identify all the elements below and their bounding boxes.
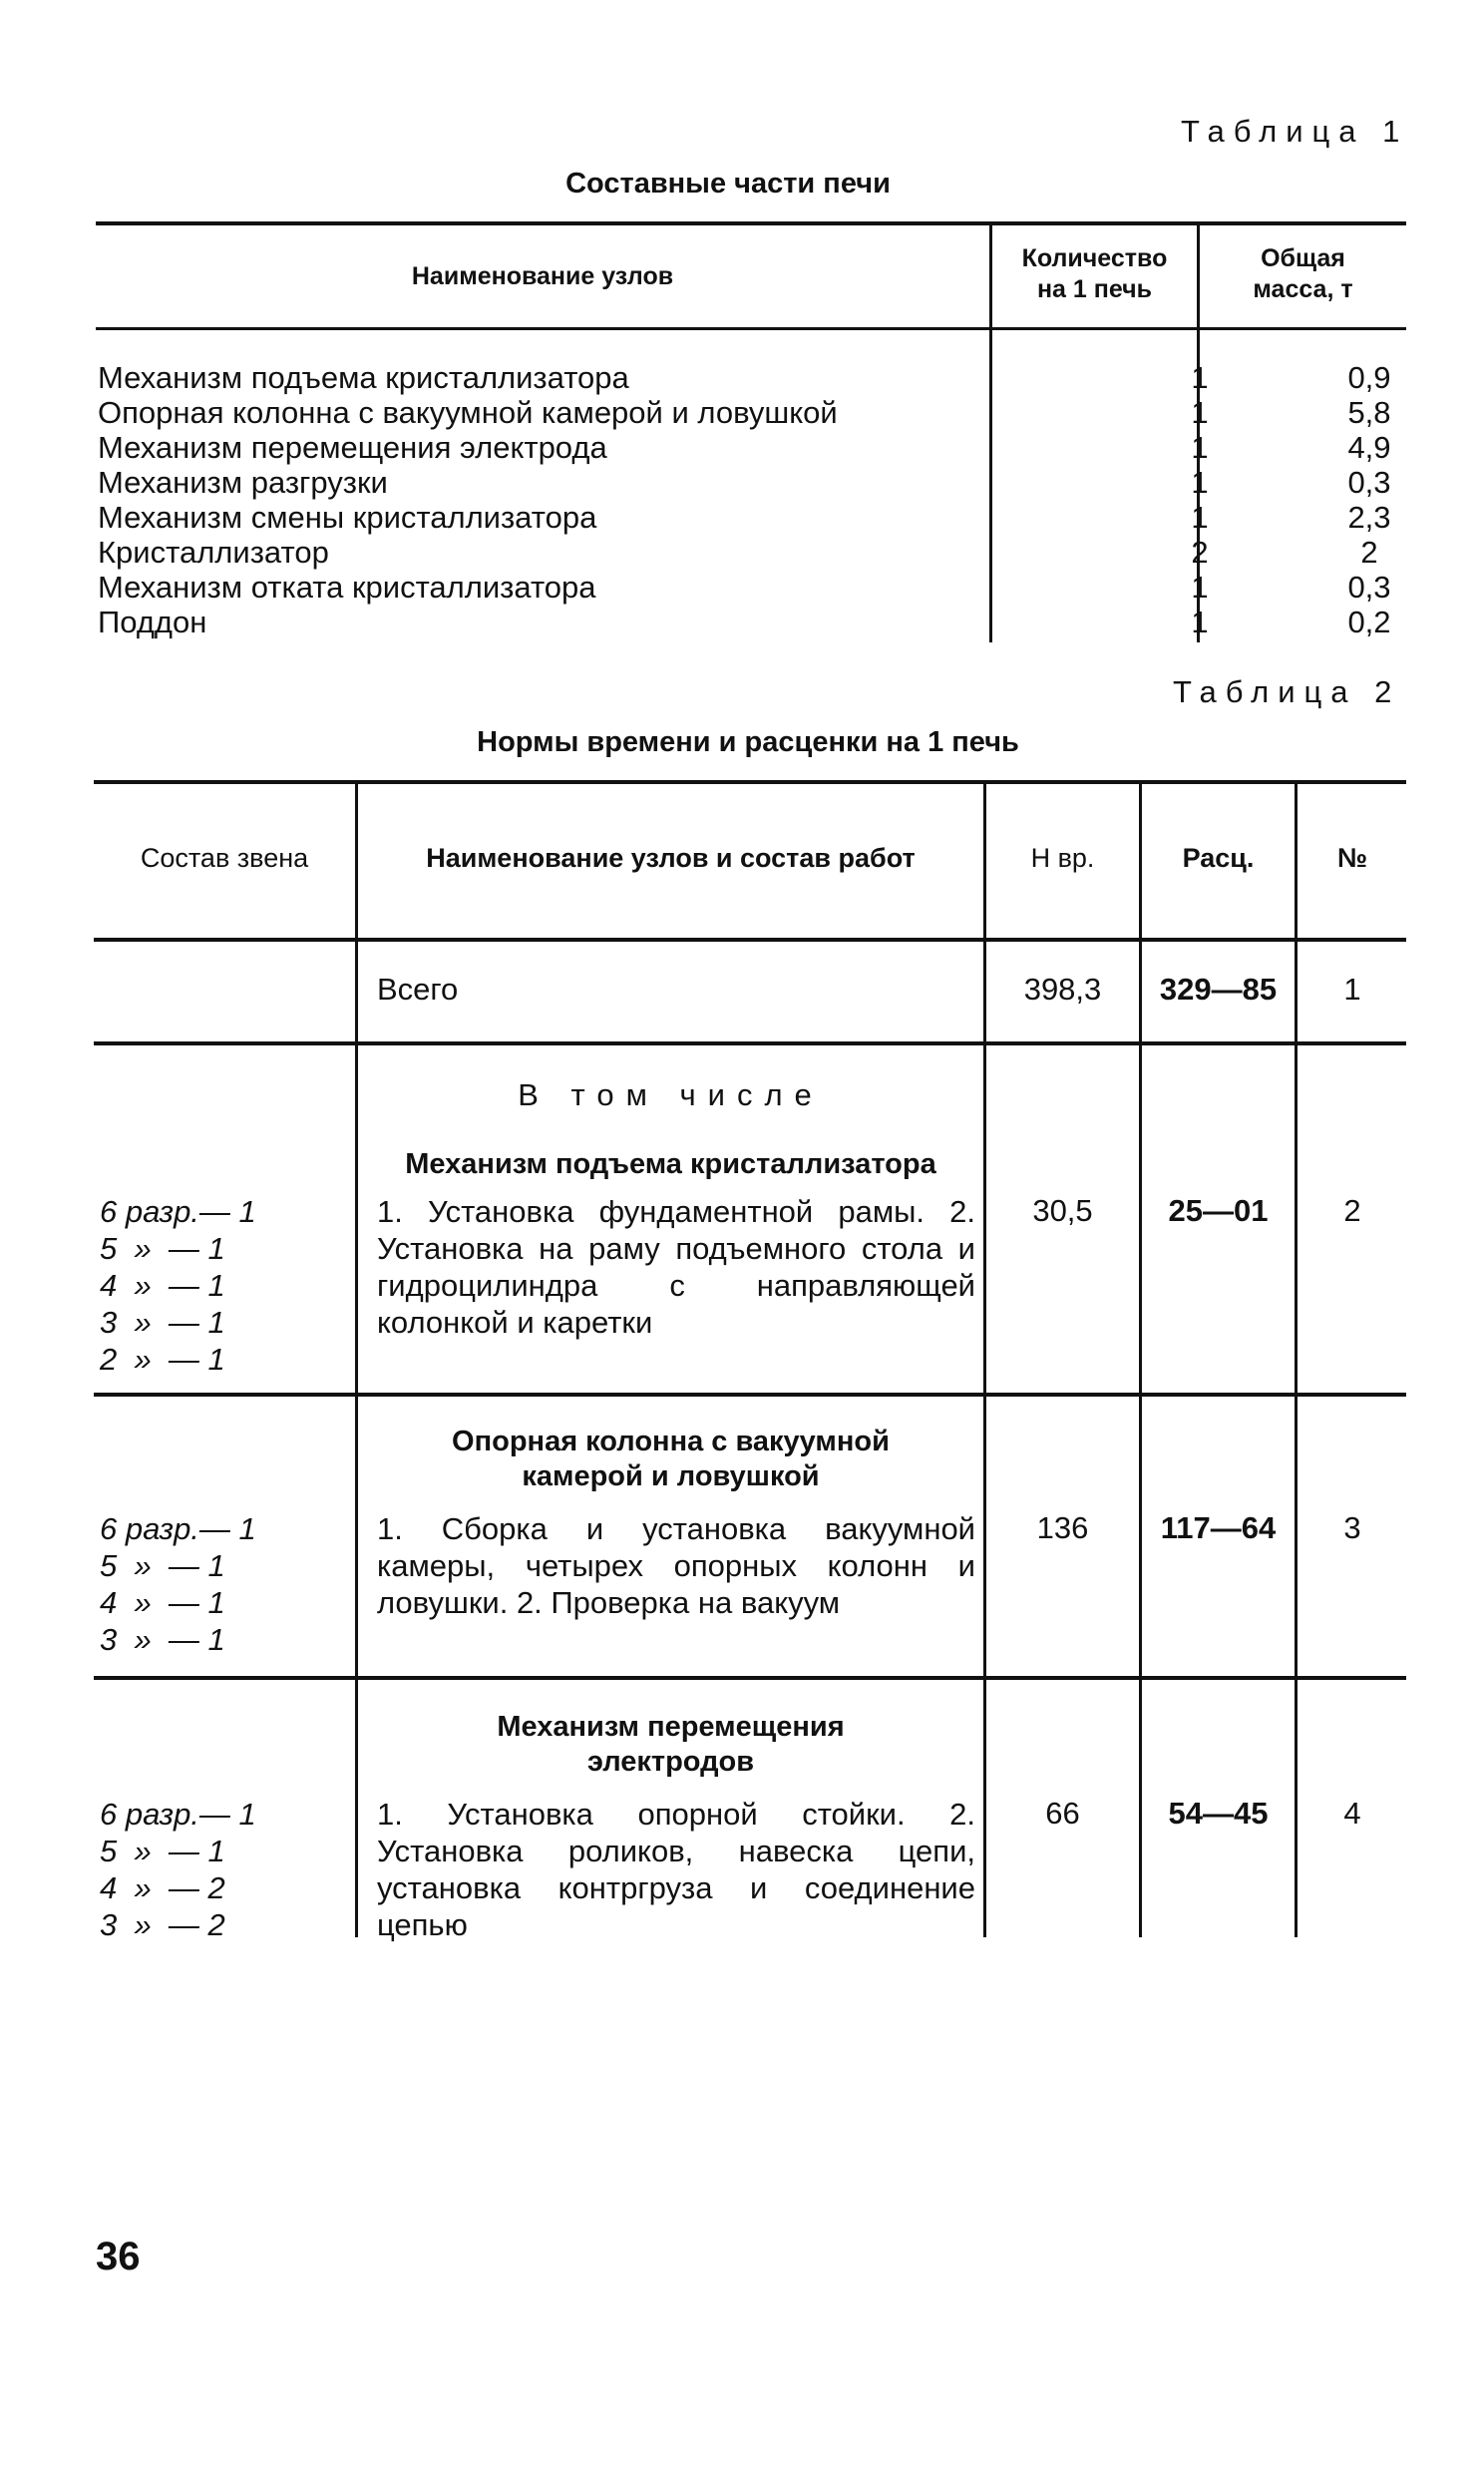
section-heading: Механизм подъема кристаллизатора xyxy=(405,1148,936,1180)
crew-line: 5 » — 1 xyxy=(100,1548,225,1583)
crew-line: 4 » — 1 xyxy=(100,1268,225,1303)
table2-total-time: 398,3 xyxy=(1023,972,1102,1007)
table2-total-no: 1 xyxy=(1343,972,1361,1007)
table1-row xyxy=(98,395,1404,430)
crew-line: 3 » — 1 xyxy=(100,1305,225,1340)
crew-line: 3 » — 2 xyxy=(100,1907,225,1942)
crew-line: 5 » — 1 xyxy=(100,1231,225,1266)
table1-row-qty: 1 xyxy=(1191,605,1209,639)
rate-value: 54—45 xyxy=(1168,1796,1269,1831)
table1-row xyxy=(98,535,1404,570)
crew-composition xyxy=(100,1796,329,1943)
table1-row-mass: 0,3 xyxy=(1347,570,1391,605)
table2-total-label: Всего xyxy=(377,972,459,1007)
crew-line: 4 » — 1 xyxy=(100,1585,225,1620)
table1-row-name: Опорная колонна с вакуумной камерой и ловушкой xyxy=(98,395,838,430)
table1-row-name: Механизм подъема кристаллизатора xyxy=(98,360,629,395)
row-number: 4 xyxy=(1343,1796,1361,1831)
norm-time: 66 xyxy=(1045,1796,1080,1831)
table1-row xyxy=(98,360,1404,395)
table2-header-crew: Состав звена xyxy=(140,843,309,873)
section-heading: Опорная колонна с вакуумной камерой и ловушкой xyxy=(452,1426,890,1492)
work-description: 1. Установка опорной стойки. 2. Установка роликов, навеска цепи, установка контргруза и соединение цепью xyxy=(377,1797,975,1942)
table1-row xyxy=(98,500,1404,535)
table1-row-name: Механизм перемещения электрода xyxy=(98,430,607,465)
table2-col-divider-4 xyxy=(1295,782,1298,1937)
row-number: 3 xyxy=(1343,1510,1361,1545)
table1-row-qty: 1 xyxy=(1191,395,1209,430)
table2-header-no: № xyxy=(1336,843,1368,873)
table2-total-rate: 329—85 xyxy=(1159,972,1278,1007)
page-number: 36 xyxy=(96,2235,141,2278)
table1-row-mass: 5,8 xyxy=(1347,395,1391,430)
table1-row-qty: 2 xyxy=(1191,535,1209,570)
table1-row-qty: 1 xyxy=(1191,570,1209,605)
table1-row-name: Поддон xyxy=(98,605,207,639)
crew-line: 4 » — 2 xyxy=(100,1870,225,1905)
table1-header-name: Наименование узлов xyxy=(411,262,674,290)
norm-time: 136 xyxy=(1036,1510,1089,1545)
table1-row-qty: 1 xyxy=(1191,430,1209,465)
table1-row xyxy=(98,465,1404,500)
table2-top-rule xyxy=(94,780,1406,784)
work-description: 1. Установка фундаментной рамы. 2. Установка на раму подъемного стола и гидроцилиндра с направляющей колонкой и каретки xyxy=(377,1194,975,1340)
crew-line: 6 разр.— 1 xyxy=(100,1194,256,1229)
table1-row-qty: 1 xyxy=(1191,465,1209,500)
table1-row-mass: 2 xyxy=(1360,535,1378,570)
crew-line: 6 разр.— 1 xyxy=(100,1511,256,1546)
rate-value: 117—64 xyxy=(1160,1510,1277,1545)
crew-line: 5 » — 1 xyxy=(100,1834,225,1868)
table1-header-rule xyxy=(96,327,1406,330)
table2-section-rule-2 xyxy=(94,1676,1406,1680)
table1-row xyxy=(98,570,1404,605)
table1-title: Составные части печи xyxy=(565,168,891,200)
row-number: 2 xyxy=(1343,1193,1361,1228)
table1-row xyxy=(98,605,1404,639)
table1-caption: Таблица 1 xyxy=(1181,114,1409,149)
work-description: 1. Сборка и установка вакуумной камеры, четырех опорных колонн и ловушки. 2. Проверка на вакуум xyxy=(377,1511,975,1620)
table1-header-mass: Общая масса, т xyxy=(1253,244,1353,303)
table2-header-rate: Расц. xyxy=(1182,843,1255,873)
crew-composition xyxy=(100,1193,329,1378)
crew-composition xyxy=(100,1510,329,1658)
table2-section-rule-1 xyxy=(94,1393,1406,1397)
section-heading: Механизм перемещения электродов xyxy=(497,1711,845,1778)
table2-total-rule xyxy=(94,1041,1406,1045)
table1-row-mass: 0,9 xyxy=(1347,360,1391,395)
table2-title: Нормы времени и расценки на 1 печь xyxy=(477,726,1019,758)
table2-including-label: В том числе xyxy=(518,1077,824,1112)
crew-line: 6 разр.— 1 xyxy=(100,1797,256,1832)
table2-header-rule xyxy=(94,938,1406,942)
table1-row-mass: 0,3 xyxy=(1347,465,1391,500)
table1-row-name: Кристаллизатор xyxy=(98,535,329,570)
table1-top-rule xyxy=(96,221,1406,225)
table1-row-name: Механизм смены кристаллизатора xyxy=(98,500,597,535)
table2-col-divider-3 xyxy=(1139,782,1142,1937)
rate-value: 25—01 xyxy=(1168,1193,1269,1228)
table1-row-mass: 0,2 xyxy=(1347,605,1391,639)
table1-header-qty: Количество на 1 печь xyxy=(1021,244,1168,303)
table1-row-qty: 1 xyxy=(1191,500,1209,535)
table2-header-time: Н вр. xyxy=(1030,843,1095,873)
table2-col-divider-1 xyxy=(355,782,358,1937)
crew-line: 2 » — 1 xyxy=(100,1342,225,1377)
table1-row-mass: 2,3 xyxy=(1347,500,1391,535)
table2-caption: Таблица 2 xyxy=(1173,674,1401,709)
table1-row-name: Механизм разгрузки xyxy=(98,465,388,500)
table1-row-qty: 1 xyxy=(1191,360,1209,395)
table1-row-mass: 4,9 xyxy=(1347,430,1391,465)
table1-row-name: Механизм отката кристаллизатора xyxy=(98,570,596,605)
norm-time: 30,5 xyxy=(1032,1193,1093,1228)
table2-col-divider-2 xyxy=(983,782,986,1937)
table2-header-work: Наименование узлов и состав работ xyxy=(426,843,916,873)
table1-row xyxy=(98,430,1404,465)
crew-line: 3 » — 1 xyxy=(100,1622,225,1657)
